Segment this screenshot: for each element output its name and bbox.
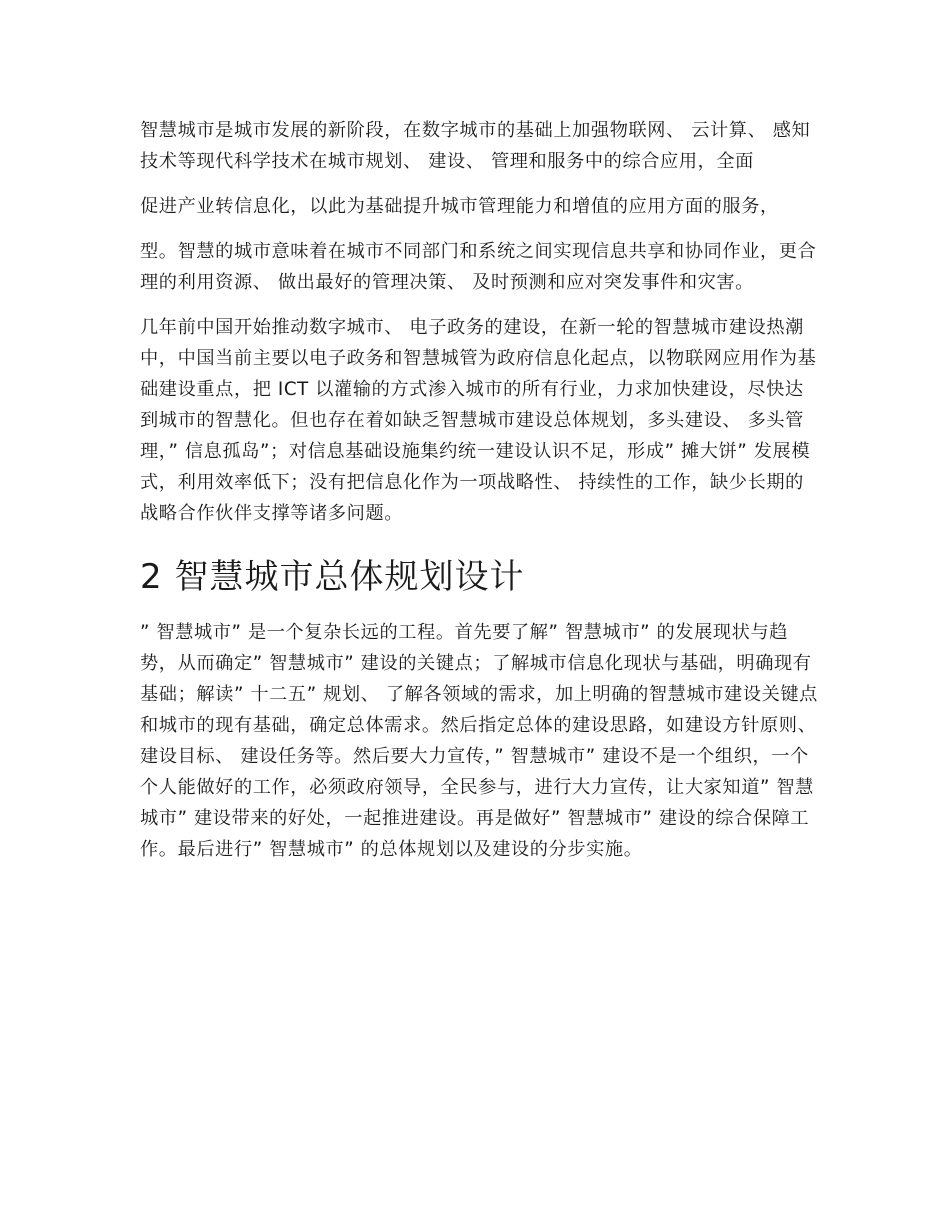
- document-page: [140, 115, 820, 879]
- paragraph-information-sharing: 型。智慧的城市意味着在城市不同部门和系统之间实现信息共享和协同作业，更合理的利用资源、 做出最好的管理决策、 及时预测和应对突发事件和灾害。: [140, 241, 817, 293]
- paragraph-smart-city-definition: 智慧城市是城市发展的新阶段，在数字城市的基础上加强物联网、 云计算、 感知技术等现代科学技术在城市规划、 建设、 管理和服务中的综合应用，全面: [140, 120, 811, 172]
- paragraph-china-digital-city: 几年前中国开始推动数字城市、 电子政务的建设，在新一轮的智慧城市建设热潮中，中国当前主要以电子政务和智慧城管为政府信息化起点，以物联网应用作为基础建设重点，把 ICT 以灌输的方式渗入城市的所有行业，力求加快建设，尽快达到城市的智慧化。但也存在着如缺乏智慧城市建设总体规划，多头建设、 多头管理，” 信息孤岛”；对信息基础设施集约统一建设认识不足，形成” 摊大饼” 发展模式，利用效率低下；没有把信息化作为一项战略性、 持续性的工作，缺少长期的战略合作伙伴支撑等诸多问题。: [140, 317, 817, 524]
- section-heading: 2 智慧城市总体规划设计: [140, 557, 525, 597]
- paragraph-industry-informatization: 促进产业转信息化，以此为基础提升城市管理能力和增值的应用方面的服务，: [140, 196, 779, 217]
- paragraph-overall-planning: ” 智慧城市” 是一个复杂长远的工程。首先要了解” 智慧城市” 的发展现状与趋势，从而确定” 智慧城市” 建设的关键点；了解城市信息化现状与基础，明确现有基础；解读” 十二五” 规划、 了解各领域的需求，加上明确的智慧城市建设关键点和城市的现有基础，确定总体需求。然后指定总体的建设思路，如建设方针原则、 建设目标、 建设任务等。然后要大力宣传，” 智慧城市” 建设不是一个组织，一个个人能做好的工作，必须政府领导，全民参与，进行大力宣传，让大家知道” 智慧城市” 建设带来的好处，一起推进建设。再是做好” 智慧城市” 建设的综合保障工作。最后进行” 智慧城市” 的总体规划以及建设的分步实施。: [140, 622, 818, 860]
